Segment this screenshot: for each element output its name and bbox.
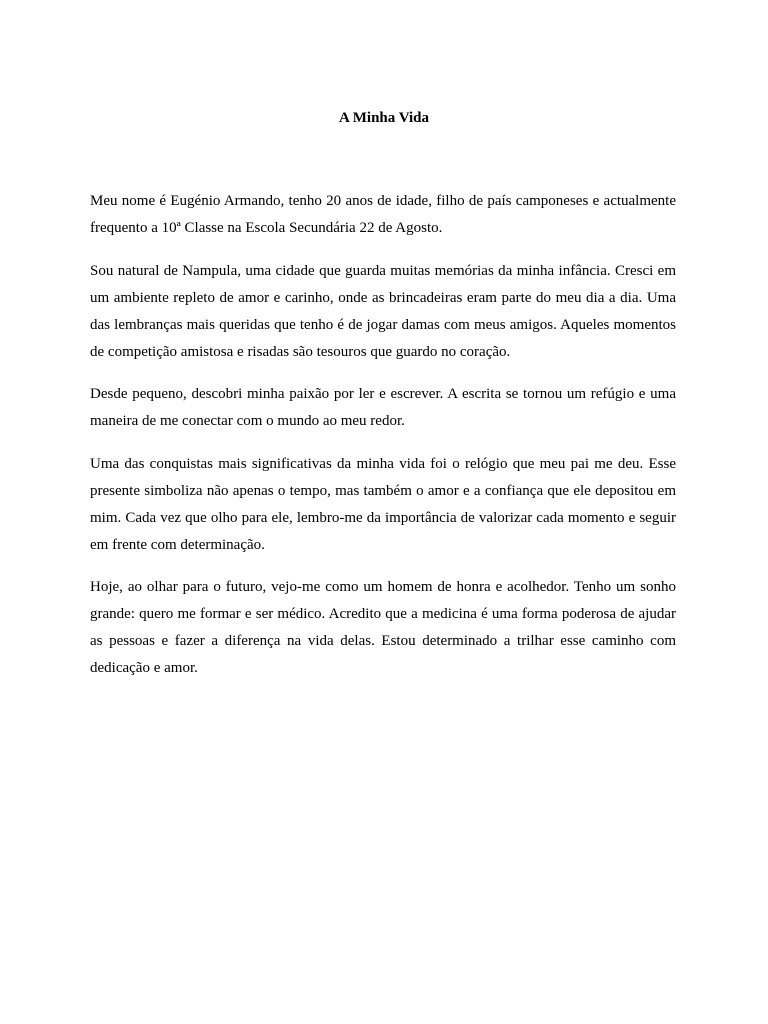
paragraph-introduction: Meu nome é Eugénio Armando, tenho 20 anos de idade, filho de país camponeses e actualmente frequento a 10ª Classe na Escola Secundária 22 de Agosto. — [90, 193, 676, 236]
document-body — [90, 188, 676, 698]
paragraph-childhood: Sou natural de Nampula, uma cidade que guarda muitas memórias da minha infância. Cresci em um ambiente repleto de amor e carinho, onde as brincadeiras eram parte do meu dia a dia. Uma das lembranças mais queridas que tenho é de jogar damas com meus amigos. Aqueles momentos de competição amistosa e risadas são tesouros que guardo no coração. — [90, 262, 676, 360]
paragraph-future: Hoje, ao olhar para o futuro, vejo-me como um homem de honra e acolhedor. Tenho um sonho grande: quero me formar e ser médico. Acredito que a medicina é uma forma poderosa de ajudar as pessoas e fazer a diferença na vida delas. Estou determinado a trilhar esse caminho com dedicação e amor. — [90, 579, 676, 676]
document-title: A Minha Vida — [338, 110, 430, 126]
paragraph-passion: Desde pequeno, descobri minha paixão por ler e escrever. A escrita se tornou um refúgio e uma maneira de me conectar com o mundo ao meu redor. — [90, 386, 676, 429]
paragraph-achievement: Uma das conquistas mais significativas da minha vida foi o relógio que meu pai me deu. Esse presente simboliza não apenas o tempo, mas também o amor e a confiança que ele depositou em mim. Cada vez que olho para ele, lembro-me da importância de valorizar cada momento e seguir em frente com determinação. — [90, 455, 676, 553]
